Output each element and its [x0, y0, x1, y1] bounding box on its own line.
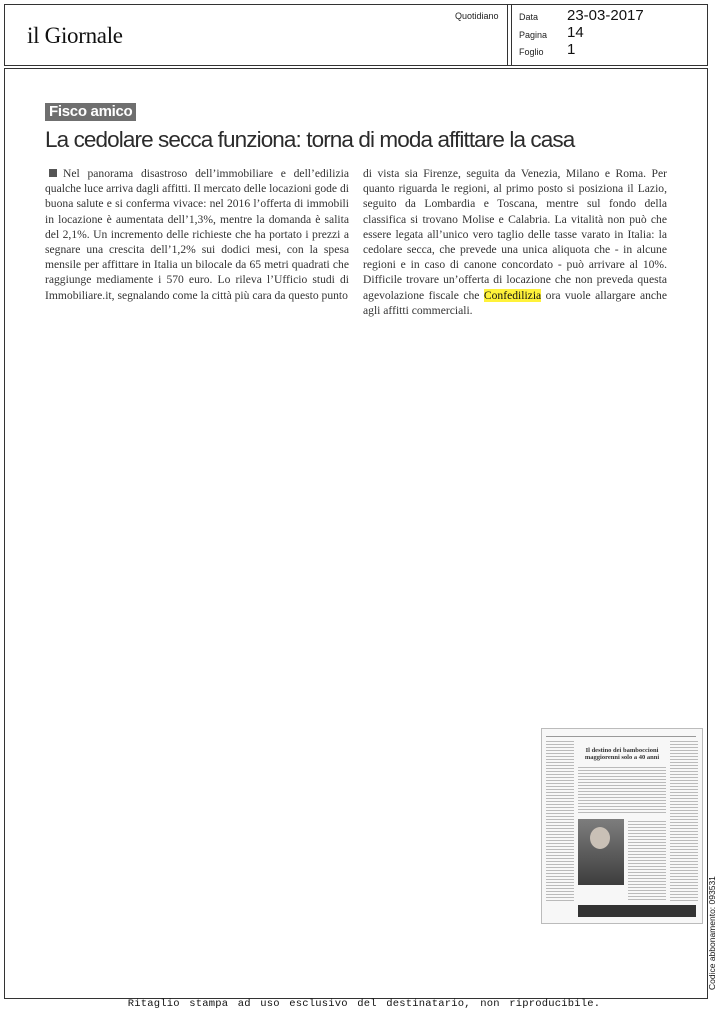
clipping-footer: Ritaglio stampa ad uso esclusivo del destinatario, non riproducibile.	[127, 998, 601, 1010]
column-right-text: di vista sia Firenze, seguita da Venezia, Milano e Roma. Per quanto riguarda le regioni, al primo posto si posiziona il Lazio, seguito da Lombardia e Toscana, mentre sul fondo della classifica si trovano Molise e Calabria. La vitalità non può che essere legata all’unico vero taglio delle tasse varato in Italia: la cedolare secca, che prevede una unica aliquota che - in alcune regioni e in caso di canone concordato - può arrivare al 10%. Difficile trovare un’offerta di locazione che non preveda questa agevolazione fiscale che	[363, 167, 667, 302]
thumbnail-text-column	[670, 741, 698, 901]
column-left-text: Nel panorama disastroso dell’immobiliare e dell’edilizia qualche luce arriva dagli affitti. Il mercato delle locazioni gode di buona salute e si conferma vivace: nel 2016 l’offerta di immobili in locazione è aumentata dell’1,3%, mentre la domanda è salita del 2,1%. Un incremento delle richieste che ha portato i prezzi a segnare una crescita dell’1,2% sui dodici mesi, con la spesa mensile per affittare in Italia un bilocale da 65 metri quadrati che raggiunge mediamente i 570 euro. Lo rileva l’Ufficio studi di Immobiliare.it, segnalando come la città più cara da questo punto	[45, 167, 349, 302]
thumbnail-headline: Il destino dei bamboccioni maggiorenni solo a 40 anni	[584, 747, 660, 761]
date-value: 23-03-2017	[567, 7, 644, 24]
page-label: Pagina	[519, 30, 548, 40]
article-column-right	[363, 166, 667, 318]
thumbnail-photo	[578, 819, 624, 885]
date-label: Data	[519, 12, 539, 22]
sheet-value: 1	[567, 41, 576, 58]
column-right-text-end: ora vuole allargare anche agli affitti commerciali.	[363, 288, 667, 317]
highlighted-keyword: Confedilizia	[483, 288, 542, 302]
paragraph-square-icon	[49, 169, 57, 177]
newspaper-masthead: il Giornale	[27, 23, 123, 48]
section-kicker: Fisco amico	[45, 103, 136, 121]
article-headline: La cedolare secca funziona: torna di moda affittare la casa	[45, 127, 575, 152]
page-thumbnail	[541, 728, 703, 924]
thumbnail-dark-band	[578, 905, 696, 917]
header-divider	[511, 5, 512, 65]
header-divider	[507, 5, 508, 65]
article-column-left	[45, 166, 349, 303]
publication-type: Quotidiano	[455, 11, 499, 21]
sheet-label: Foglio	[519, 47, 544, 57]
thumbnail-top-bar	[546, 732, 696, 737]
clipping-header	[4, 4, 708, 66]
page-value: 14	[567, 24, 584, 41]
thumbnail-text-column	[628, 821, 666, 901]
subscription-code: Codice abbonamento: 093531	[707, 876, 717, 990]
thumbnail-text-column	[578, 767, 666, 813]
thumbnail-text-column	[546, 741, 574, 901]
